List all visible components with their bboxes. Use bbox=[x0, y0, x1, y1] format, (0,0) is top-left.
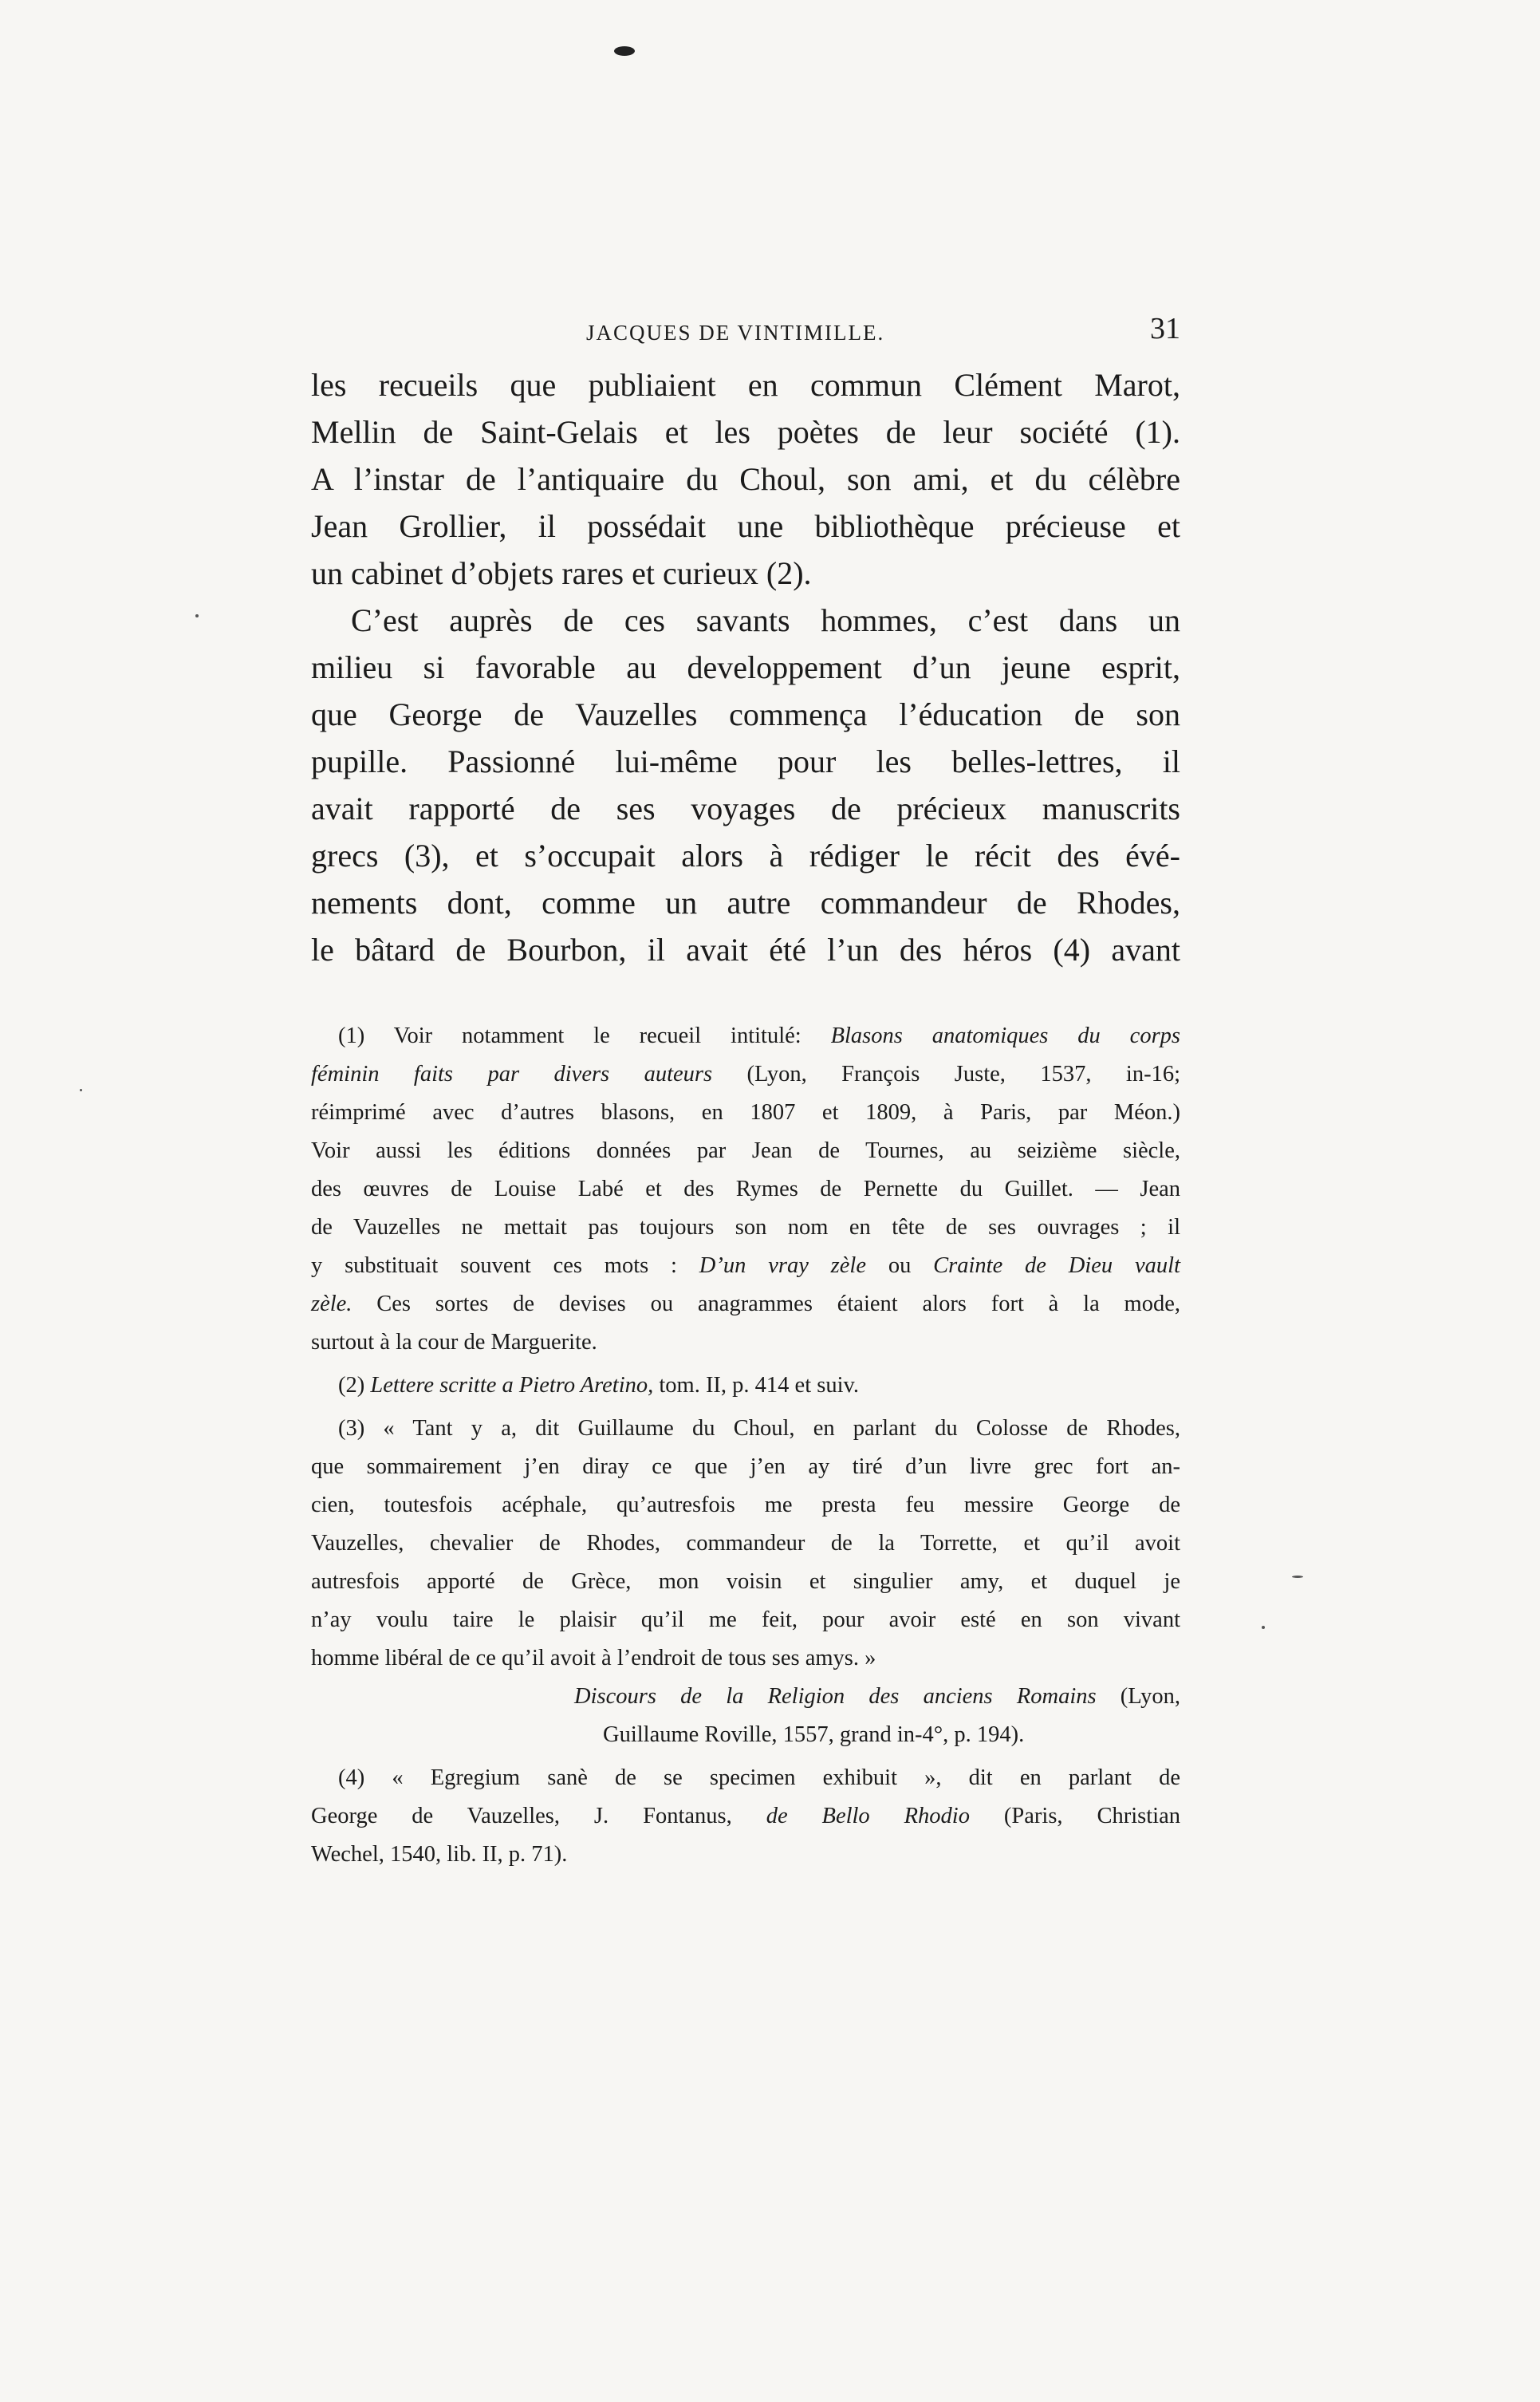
footnote-4 bbox=[311, 1759, 1180, 1874]
text-line: pupille. Passionné lui-même pour les belles-lettres, il bbox=[311, 743, 1180, 779]
page-speck bbox=[1262, 1626, 1265, 1629]
footnote-line: (3) « Tant y a, dit Guillaume du Choul, en parlant du Colosse de Rhodes, bbox=[338, 1416, 1180, 1441]
citation-line: Guillaume Roville, 1557, grand in-4°, p. 194). bbox=[603, 1722, 1025, 1747]
citation-title-italic: Discours de la Religion des anciens Romains bbox=[574, 1684, 1097, 1709]
footnote-line: surtout à la cour de Marguerite. bbox=[311, 1330, 597, 1355]
motto-italic: Crainte de Dieu vault bbox=[933, 1253, 1180, 1278]
footnote-line: n’ay voulu taire le plaisir qu’il me feit, pour avoir esté en son vivant bbox=[311, 1607, 1180, 1632]
footnote-line: autresfois apporté de Grèce, mon voisin et singulier amy, et duquel je bbox=[311, 1569, 1180, 1594]
footnote-text: ou bbox=[865, 1253, 934, 1278]
footnote-text: (1) Voir notamment le recueil intitulé: bbox=[338, 1024, 831, 1048]
text-line: C’est auprès de ces savants hommes, c’est dans un bbox=[351, 602, 1180, 638]
footnote-line: que sommairement j’en diray ce que j’en ay tiré d’un livre grec fort an- bbox=[311, 1454, 1180, 1479]
footnote-text: tom. II, p. 414 et suiv. bbox=[653, 1373, 860, 1398]
motto-italic: D’un vray zèle bbox=[699, 1253, 866, 1278]
text-line: avait rapporté de ses voyages de précieux manuscrits bbox=[311, 791, 1180, 826]
footnote-text: y substituait souvent ces mots : bbox=[311, 1253, 699, 1278]
page-speck bbox=[80, 1089, 82, 1091]
footnote-line: (4) « Egregium sanè de se specimen exhibuit », dit en parlant de bbox=[338, 1765, 1180, 1790]
footnote-2 bbox=[311, 1367, 1180, 1405]
footnote-title-italic: de Bello Rhodio bbox=[766, 1804, 970, 1828]
footnote-title-italic: féminin faits par divers auteurs bbox=[311, 1062, 713, 1087]
footnote-3 bbox=[311, 1410, 1180, 1754]
page-speck bbox=[195, 614, 199, 617]
footnote-line: Vauzelles, chevalier de Rhodes, commandeur de la Torrette, et qu’il avoit bbox=[311, 1531, 1180, 1556]
footnote-line bbox=[311, 1247, 1180, 1285]
footnote-line bbox=[311, 1017, 1180, 1055]
footnote-line: Wechel, 1540, lib. II, p. 71). bbox=[311, 1842, 568, 1867]
text-line: Mellin de Saint-Gelais et les poètes de leur société (1). bbox=[311, 414, 1180, 450]
footnote-title-italic: Blasons anatomiques du corps bbox=[830, 1024, 1181, 1048]
text-line: le bâtard de Bourbon, il avait été l’un des héros (4) avant bbox=[311, 932, 1180, 968]
footnote-line bbox=[311, 1367, 1180, 1405]
text-line: Jean Grollier, il possédait une bibliothèque précieuse et bbox=[311, 508, 1180, 544]
footnotes bbox=[311, 1017, 1180, 1879]
main-text bbox=[311, 361, 1180, 973]
citation-text: (Lyon, bbox=[1096, 1684, 1181, 1709]
footnote-line: Voir aussi les éditions données par Jean de Tournes, au seizième siècle, bbox=[311, 1138, 1180, 1163]
footnote-text: George de Vauzelles, J. Fontanus, bbox=[311, 1804, 766, 1828]
footnote-text: (Lyon, François Juste, 1537, in-16; bbox=[712, 1062, 1180, 1087]
text-line: nements dont, comme un autre commandeur de Rhodes, bbox=[311, 885, 1180, 921]
citation-line bbox=[311, 1678, 1180, 1716]
footnote-line: des œuvres de Louise Labé et des Rymes de Pernette du Guillet. — Jean bbox=[311, 1177, 1180, 1201]
text-line: les recueils que publiaient en commun Clément Marot, bbox=[311, 367, 1180, 403]
motto-italic: zèle. bbox=[311, 1292, 353, 1316]
footnote-1 bbox=[311, 1017, 1180, 1362]
page-header bbox=[311, 311, 1180, 359]
text-line: que George de Vauzelles commença l’éducation de son bbox=[311, 696, 1180, 732]
text-line: milieu si favorable au developpement d’un jeune esprit, bbox=[311, 649, 1180, 685]
paragraph-1 bbox=[311, 361, 1180, 597]
page-number: 31 bbox=[1150, 312, 1180, 345]
paragraph-2 bbox=[311, 597, 1180, 973]
footnote-line bbox=[311, 1055, 1180, 1094]
footnote-line: homme libéral de ce qu’il avoit à l’endroit de tous ses amys. » bbox=[311, 1646, 876, 1670]
footnote-text: (Paris, Christian bbox=[969, 1804, 1180, 1828]
footnote-line: cien, toutesfois acéphale, qu’autresfois me presta feu messire George de bbox=[311, 1493, 1180, 1517]
footnote-title-italic: Lettere scritte a Pietro Aretino, bbox=[370, 1373, 654, 1398]
footnote-text: (2) bbox=[338, 1373, 371, 1398]
footnote-line: de Vauzelles ne mettait pas toujours son nom en tête de ses ouvrages ; il bbox=[311, 1215, 1180, 1240]
text-line: grecs (3), et s’occupait alors à rédiger le récit des évé- bbox=[311, 838, 1180, 874]
text-line: un cabinet d’objets rares et curieux (2). bbox=[311, 555, 812, 591]
running-head: JACQUES DE VINTIMILLE. bbox=[586, 321, 885, 345]
footnote-text: Ces sortes de devises ou anagrammes étaient alors fort à la mode, bbox=[352, 1292, 1180, 1316]
page-speck bbox=[1292, 1576, 1303, 1578]
text-line: A l’instar de l’antiquaire du Choul, son ami, et du célèbre bbox=[311, 461, 1180, 497]
footnote-line bbox=[311, 1285, 1180, 1323]
footnote-line: réimprimé avec d’autres blasons, en 1807 et 1809, à Paris, par Méon.) bbox=[311, 1100, 1180, 1125]
footnote-line bbox=[311, 1797, 1180, 1836]
ink-blot-mark bbox=[614, 46, 635, 56]
